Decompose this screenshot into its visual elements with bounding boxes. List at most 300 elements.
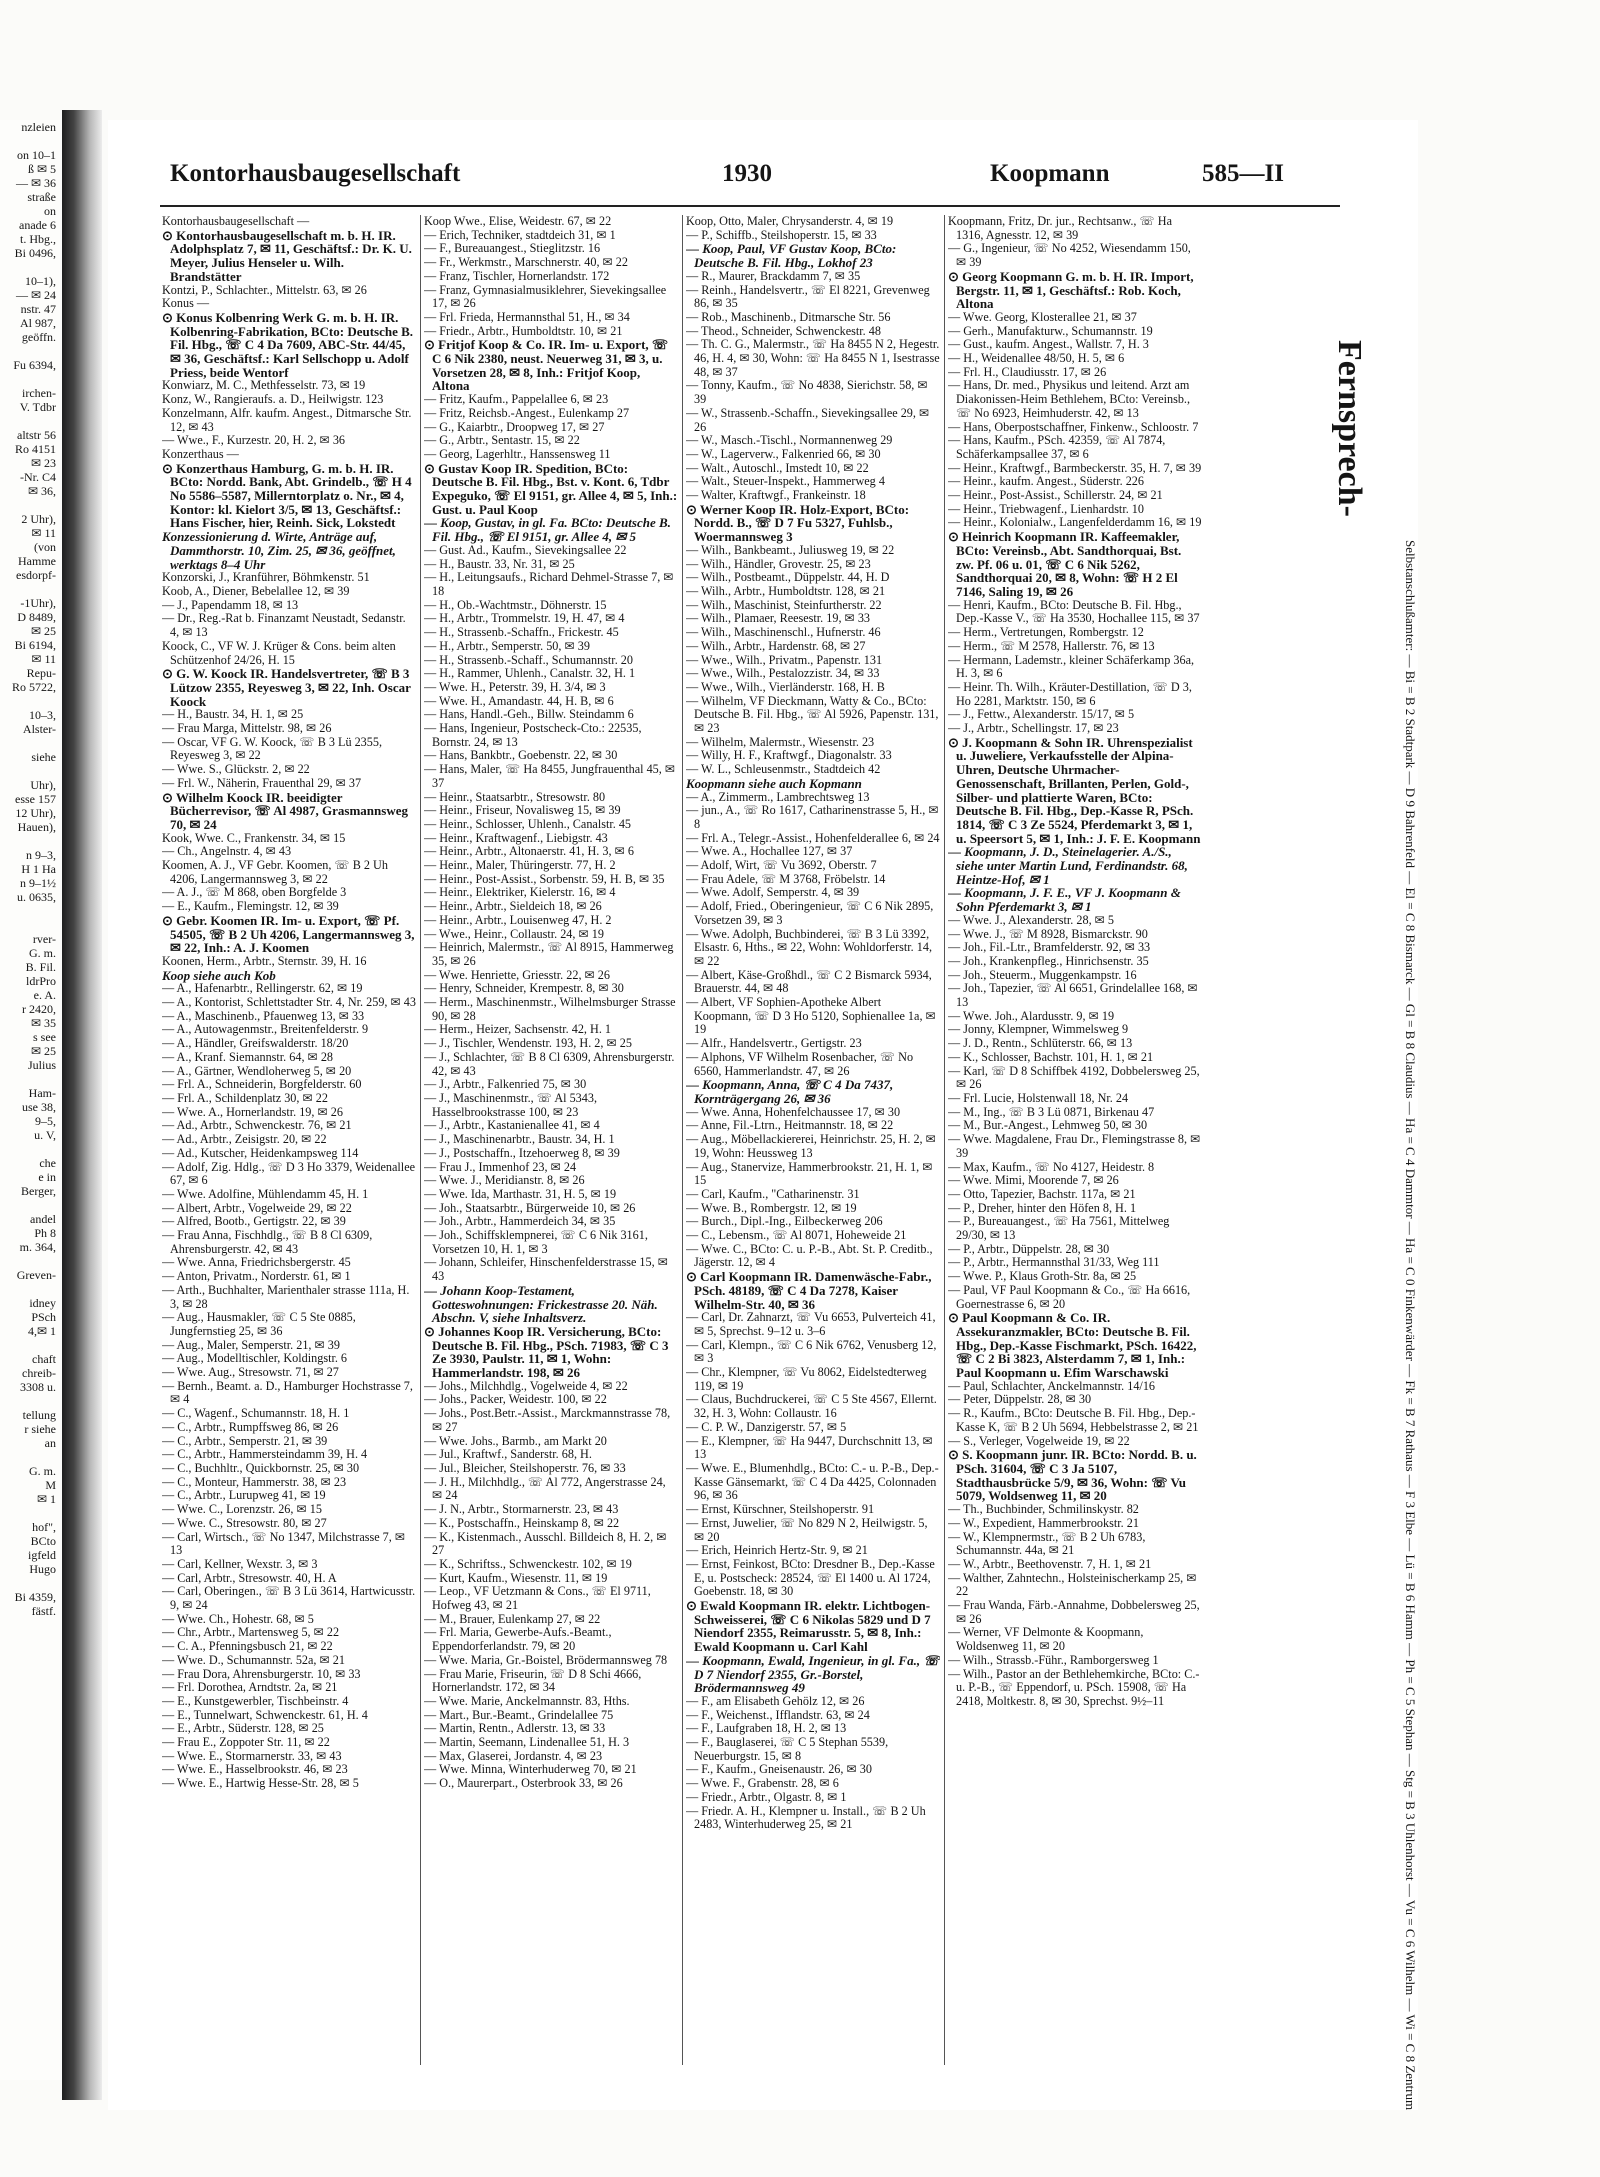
directory-entry: — Wilh., Postbeamt., Düppelstr. 44, H. D [686,570,890,585]
directory-entry: — Ad., Arbtr., Schwenckestr. 76, ✉ 21 [162,1118,352,1133]
adjacent-page-fragment [0,498,60,512]
adjacent-page-fragment: Hugo [29,1562,56,1576]
adjacent-page-fragment: Uhr), [30,778,56,792]
directory-entry: — Aug., Maler, Semperstr. 21, ✉ 39 [162,1337,340,1352]
directory-entry: — Carl, Dr. Zahnarzt, ☏ Vu 6653, Pulverteich 41, ✉ 5, Sprechst. 9–12 u. 3–6 [686,1310,936,1338]
directory-entry: — J., Arbtr., Falkenried 75, ✉ 30 [424,1077,587,1092]
directory-column-1 [162,215,416,2055]
directory-entry: — H., Arbtr., Semperstr. 50, ✉ 39 [424,638,590,653]
directory-entry: — Heinr., Arbtr., Altonaerstr. 41, H. 3, ✉ 6 [424,844,634,859]
directory-entry: — F., Kaufm., Gneisenaustr. 26, ✉ 30 [686,1762,872,1777]
directory-entry: — Walther, Zahntechn., Holsteinischerkamp 25, ✉ 22 [948,1570,1197,1599]
directory-entry: — J., Schlachter, ☏ B 8 Cl 6309, Ahrensburgerstr. 42, ✉ 43 [424,1049,675,1078]
adjacent-page-fragment [0,134,60,148]
adjacent-page-fragment [0,1198,60,1212]
directory-entry: — Frau Wanda, Färb.-Annahme, Dobbelersweg 25, ✉ 26 [948,1598,1200,1626]
directory-entry: — Johs., Post.Betr.-Assist., Marckmannstrasse 78, ✉ 27 [424,1406,671,1434]
directory-entry: — W., Strassenb.-Schaffn., Sievekingsallee 29, ✉ 26 [686,405,930,434]
directory-entry: — Aug., Möbellackiererei, Heinrichstr. 25, H. 2, ✉ 19, Wohn: Heussweg 13 [686,1132,936,1160]
directory-entry: — Frau Marga, Mittelstr. 98, ✉ 26 [162,721,332,736]
directory-entry: — Wwe. A., Hochallee 127, ✉ 37 [686,844,853,859]
directory-entry: — P., Dreher, hinter den Höfen 8, H. 1 [948,1200,1137,1215]
adjacent-page-fragment: ß ✉ 5 [27,162,56,176]
adjacent-page-fragment: Ro 4151 [14,442,56,456]
directory-entry: — Heinr., Schlosser, Uhlenh., Canalstr. 45 [424,816,632,831]
adjacent-page-fragment [0,834,60,848]
directory-entry: — Heinr., Kolonialw., Langenfelderdamm 16, ✉ 19 [948,515,1202,530]
directory-entry: — C., Arbtr., Semperstr. 21, ✉ 39 [162,1433,328,1448]
directory-entry: — Wilh., Maschinist, Steinfurtherstr. 22 [686,597,882,612]
directory-entry: — Wwe. Anna, Hohenfelchaussee 17, ✉ 30 [686,1104,901,1119]
adjacent-page-fragment: ✉ 1 [36,1492,56,1506]
directory-entry: — H., Weidenallee 48/50, H. 5, ✉ 6 [948,351,1125,366]
directory-entry: — E., Arbtr., Süderstr. 128, ✉ 25 [162,1721,324,1736]
adjacent-page-fragment [0,764,60,778]
directory-entry: — C., Buchhltr., Quickbornstr. 25, ✉ 30 [162,1460,360,1475]
directory-entry: — R., Kaufm., BCto: Deutsche B. Fil. Hbg., Dep.-Kasse K, ☏ B 2 Uh 5694, Hebbelstrasse 2, ✉ 21 [948,1406,1199,1434]
directory-entry: — Wwe. Adolph, Buchbinderei, ☏ B 3 Lü 3392, Elsastr. 6, Hths., ✉ 22, Wohn: Wohldorferstr. 14, ✉ 22 [686,926,932,968]
adjacent-page-strip [0,120,60,2080]
directory-entry: — J., Maschinenarbtr., Baustr. 34, H. 1 [424,1132,615,1147]
directory-entry: Konzessionierung d. Wirte, Anträge auf, Dammthorstr. 10, Zim. 25, ✉ 36, geöffnet, werktags 8–4 Uhr [162,529,396,572]
directory-entry: — Jul., Kraftwf., Sanderstr. 68, H. [424,1447,592,1462]
directory-entry: — Heinr., Arbtr., Louisenweg 47, H. 2 [424,912,612,927]
directory-entry: — C., Arbtr., Lurupweg 41, ✉ 19 [162,1488,326,1503]
directory-entry: — M., Ing., ☏ B 3 Lü 0871, Birkenau 47 [948,1104,1155,1119]
directory-entry: Konwiarz, M. C., Methfesselstr. 73, ✉ 19 [162,378,366,393]
directory-entry: — Wilh., Pastor an der Bethlehemkirche, BCto: C.- u. P.-B., ☏ Eppendorf, u. PSch. 15908, ☏ Ha 2418, Moltkestr. 8, ✉ 30, Sprechst. 9½–11 [948,1666,1200,1708]
adjacent-page-fragment: -Nr. C4 [20,470,56,484]
directory-entry: — Heinr., Post-Assist., Sorbenstr. 59, H. B, ✉ 35 [424,871,665,886]
directory-entry: — H., Strassenb.-Schaffn., Frickestr. 45 [424,625,619,640]
directory-entry: — C., Arbtr., Hammersteindamm 39, H. 4 [162,1447,368,1462]
directory-entry: — Wwe. Aug., Stresowstr. 71, ✉ 27 [162,1365,339,1380]
adjacent-page-fragment: 10–3, [29,708,56,722]
directory-entry: — Erich, Heinrich Hertz-Str. 9, ✉ 21 [686,1543,868,1558]
directory-entry: — H., Strassenb.-Schaff., Schumannstr. 20 [424,652,633,667]
directory-entry: — H., Ob.-Wachtmstr., Döhnerstr. 15 [424,597,607,612]
directory-entry: — H., Baustr. 33, Nr. 31, ✉ 25 [424,556,575,571]
adjacent-page-fragment: ✉ 23 [30,456,56,470]
directory-entry: — Johann Koop-Testament, Gotteswohnungen: Frickestrasse 20. Näh. Abschn. V, siehe Inhaltsverz. [424,1282,658,1326]
directory-entry: — Th., Buchbinder, Schmilinskystr. 82 [948,1502,1139,1517]
directory-entry: — Albert, Arbtr., Vogelweide 29, ✉ 22 [162,1200,352,1215]
directory-entry: — Heinr., Kraftwgf., Barmbeckerstr. 35, H. 7, ✉ 39 [948,460,1202,475]
directory-entry: — Heinr., Triebwagenf., Lienhardstr. 10 [948,501,1144,516]
adjacent-page-fragment [0,736,60,750]
directory-entry: — F., Bureauangest., Stieglitzstr. 16 [424,241,601,256]
directory-entry: — Heinr., Staatsarbtr., Stresowstr. 80 [424,789,606,804]
directory-entry: — A., Händler, Greifswalderstr. 18/20 [162,1036,349,1051]
column-divider [682,215,683,2065]
directory-entry: ⊙ Konus Kolbenring Werk G. m. b. H. IR. Kolbenring-Fabrikation, BCto: Deutsche B. Fil. Hbg., ☏ C 4 Da 7609, ABC-Str. 44/45, ✉ 36, Geschäftsf.: Karl Sellschopp u. Adolf Priess, beide Wentorf [162,309,414,380]
directory-entry: — C. P. W., Danzigerstr. 57, ✉ 5 [686,1419,847,1434]
directory-entry: — Wwe., Wilh., Vierländerstr. 168, H. B [686,679,885,694]
directory-entry: — Th. C. G., Malermstr., ☏ Ha 8455 N 2, Hegestr. 46, H. 4, ✉ 30, Wohn: ☏ Ha 8455 N 1, Isestrasse 48, ✉ 37 [686,337,940,379]
directory-entry: — Wilhelm, VF Dieckmann, Watty & Co., BCto: Deutsche B. Fil. Hbg., ☏ Al 5926, Papenstr. 131, ✉ 23 [686,693,939,736]
adjacent-page-fragment: on 10–1 [17,148,56,162]
directory-entry: — Wwe. E., Blumenhdlg., BCto: C.- u. P.-B., Dep.-Kasse Gänsemarkt, ☏ C 4 Da 4425, Colonnaden 96, ✉ 36 [686,1460,939,1503]
directory-entry: — Wwe. J., Alexanderstr. 28, ✉ 5 [948,912,1115,927]
directory-entry: Kontzi, P., Schlachter., Mittelstr. 63, ✉ 26 [162,282,367,297]
adjacent-page-fragment: chreib- [22,1366,56,1380]
directory-entry: — Wwe. P., Klaus Groth-Str. 8a, ✉ 25 [948,1269,1137,1284]
directory-entry: ⊙ Georg Koopmann G. m. b. H. IR. Import, Bergstr. 11, ✉ 1, Geschäftsf.: Rob. Koch, Altona [948,268,1194,312]
directory-entry: — G., Ingenieur, ☏ No 4252, Wiesendamm 150, ✉ 39 [948,241,1191,270]
directory-entry: — Henri, Kaufm., BCto: Deutsche B. Fil. Hbg., Dep.-Kasse V., ☏ Ha 3530, Hochallee 115, ✉ 37 [948,597,1200,626]
directory-entry: — Wwe. S., Glückstr. 2, ✉ 22 [162,762,310,777]
directory-entry: — Wwe., Heinr., Collaustr. 24, ✉ 19 [424,926,604,941]
directory-entry: — Anne, Fil.-Ltrn., Heitmannstr. 18, ✉ 22 [686,1118,894,1133]
directory-entry: — Wilh., Plamaer, Reesestr. 19, ✉ 33 [686,611,871,626]
directory-entry: — Wwe., Wilh., Pestalozzistr. 34, ✉ 33 [686,666,880,681]
adjacent-page-fragment: Bi 4359, [14,1590,56,1604]
directory-entry: — Werner, VF Delmonte & Koopmann, Woldsenweg 11, ✉ 20 [948,1625,1144,1654]
adjacent-page-fragment [0,1338,60,1352]
directory-entry: — Frau Dora, Ahrensburgerstr. 10, ✉ 33 [162,1666,361,1681]
directory-entry: — P., Arbtr., Hermannsthal 31/33, Weg 111 [948,1255,1160,1270]
directory-entry: — Wwe. E., Hasselbrookstr. 46, ✉ 23 [162,1762,348,1777]
book-gutter [62,110,102,2100]
directory-entry: — Max, Glaserei, Jordanstr. 4, ✉ 23 [424,1748,603,1763]
directory-entry: — Koopmann, Anna, ☏ C 4 Da 7437, Kornträgergang 26, ✉ 36 [686,1077,894,1106]
directory-entry: — Albert, Käse-Großhdl., ☏ C 2 Bismarck 5934, Brauerstr. 44, ✉ 48 [686,967,932,996]
directory-entry: — Joh., Staatsarbtr., Bürgerweide 10, ✉ 26 [424,1200,636,1215]
directory-entry: — A., Kontorist, Schlettstadter Str. 4, Nr. 259, ✉ 43 [162,995,416,1010]
directory-entry: — E., Kunstgewerbler, Tischbeinstr. 4 [162,1693,349,1708]
directory-entry: — Wwe. Adolfine, Mühlendamm 45, H. 1 [162,1186,369,1201]
directory-entry: — Ernst, Feinkost, BCto: Dresdner B., Dep.-Kasse E, u. Postscheck: 28524, ☏ El 1400 u. Al 1724, Goebenstr. 18, ✉ 30 [686,1556,935,1599]
directory-entry: — Georg, Lagerhltr., Hanssensweg 11 [424,446,611,461]
directory-entry: — Herm., Heizer, Sachsenstr. 42, H. 1 [424,1022,612,1037]
adjacent-page-fragment [0,918,60,932]
directory-entry: — M., Brauer, Eulenkamp 27, ✉ 22 [424,1611,601,1626]
adjacent-page-fragment: u. V, [34,1128,56,1142]
directory-entry: — Adolf, Wirt, ☏ Vu 3692, Oberstr. 7 [686,858,877,873]
directory-entry: — K., Schriftss., Schwenckestr. 102, ✉ 19 [424,1556,632,1571]
directory-entry: — J., Tischler, Wendenstr. 193, H. 2, ✉ 25 [424,1036,632,1051]
directory-entry: — Frl. Lucie, Holstenwall 18, Nr. 24 [948,1091,1129,1105]
directory-entry: — Walter, Kraftwgf., Frankeinstr. 18 [686,488,866,503]
directory-entry: — Frl. H., Claudiusstr. 17, ✉ 26 [948,364,1107,379]
sidebar-exchange-codes: Selbstanschlußamter: — Bi = B 2 Stadtpark — D 9 Bahrenfeld — El = C 8 Bismarck — Gl = B 8 Claudius — Ha = C 4 Dammtor — Ha = C 0 Finkenwärder — Fk = B 7 Rathaus — F 3 Elbe — Lü = B 6 Hamm — Ph = C 5 Stephan — Stg = B 3 Uhlenhorst — Vu = C 6 Wilhelm — Wi = C 8 Zentrum [1403,540,1418,2111]
adjacent-page-fragment: nzleien [21,120,56,134]
adjacent-page-fragment: (von [34,540,56,554]
directory-entry: — W., Masch.-Tischl., Normannenweg 29 [686,433,893,448]
directory-entry: — A., Hafenarbtr., Rellingerstr. 62, ✉ 19 [162,981,363,996]
directory-entry: Koop Wwe., Elise, Weidestr. 67, ✉ 22 [424,215,612,228]
adjacent-page-fragment: tellung [22,1408,56,1422]
directory-entry: — Herm., ☏ M 2578, Hallerstr. 76, ✉ 13 [948,638,1155,653]
directory-column-2 [424,215,678,2055]
adjacent-page-fragment: e in [38,1170,56,1184]
adjacent-page-fragment: ✉ 25 [30,624,56,638]
directory-entry: — Carl, Arbtr., Stresowstr. 40, H. A [162,1570,337,1585]
directory-entry: — Franz, Gymnasialmusiklehrer, Sievekingsallee 17, ✉ 26 [424,282,667,311]
directory-entry: Kook, Wwe. C., Frankenstr. 34, ✉ 15 [162,830,346,845]
directory-entry: — W. L., Schleusenmstr., Stadtdeich 42 [686,762,881,777]
directory-entry: — F., am Elisabeth Gehölz 12, ✉ 26 [686,1693,865,1708]
sidebar-title: Fernsprech- [1331,340,1368,517]
directory-entry: — Martin, Seemann, Lindenallee 51, H. 3 [424,1735,630,1750]
adjacent-page-fragment: igfeld [28,1548,56,1562]
directory-entry: — Fr., Werkmstr., Marschnerstr. 40, ✉ 22 [424,255,628,270]
directory-entry: — Heinr., Friseur, Novalisweg 15, ✉ 39 [424,803,621,818]
adjacent-page-fragment: 10–1), [25,274,56,288]
directory-entry: — Leop., VF Uetzmann & Cons., ☏ El 9711, Hofweg 43, ✉ 21 [424,1584,651,1613]
directory-entry: — Hans, Maler, ☏ Ha 8455, Jungfrauenthal 45, ✉ 37 [424,762,676,790]
directory-entry: — G., Arbtr., Sentastr. 15, ✉ 22 [424,433,580,448]
directory-entry: Koopmann, Fritz, Dr. jur., Rechtsanw., ☏ Ha 1316, Agnesstr. 12, ✉ 39 [948,215,1172,242]
adjacent-page-fragment [0,344,60,358]
directory-entry: — Ad., Arbtr., Zeisigstr. 20, ✉ 22 [162,1132,327,1147]
adjacent-page-fragment: e. A. [33,988,56,1002]
directory-entry: — Willy, H. F., Kraftwgf., Diagonalstr. 33 [686,748,892,763]
directory-entry: — Friedr., Arbtr., Humboldtstr. 10, ✉ 21 [424,323,623,338]
adjacent-page-fragment [0,1282,60,1296]
directory-entry: — P., Bureauangest., ☏ Ha 7561, Mittelweg 29/30, ✉ 13 [948,1214,1170,1243]
directory-entry: — Max, Kaufm., ☏ No 4127, Heidestr. 8 [948,1159,1155,1174]
directory-entry: — Aug., Modelltischler, Koldingstr. 6 [162,1351,348,1366]
directory-entry: — C., Lebensm., ☏ Al 8071, Hoheweide 21 [686,1228,907,1243]
adjacent-page-fragment: ✉ 25 [30,1044,56,1058]
directory-entry: — Wwe. Minna, Winterhuderweg 70, ✉ 21 [424,1762,637,1777]
adjacent-page-fragment: irchen- [22,386,56,400]
directory-entry: — Frau Anna, Fischhdlg., ☏ B 8 Cl 6309, Ahrensburgerstr. 42, ✉ 43 [162,1228,373,1256]
adjacent-page-fragment [0,372,60,386]
directory-entry: — Heinrich, Malermstr., ☏ Al 8915, Hammerweg 35, ✉ 26 [424,940,674,968]
adjacent-page-fragment: G. m. [29,1464,56,1478]
directory-entry: — Anton, Privatm., Norderstr. 61, ✉ 1 [162,1269,351,1284]
directory-entry: — Joh., Schiffsklempnerei, ☏ C 6 Nik 3161, Vorsetzen 10, H. 1, ✉ 3 [424,1228,648,1256]
directory-entry: — A., Gärtner, Wendloherweg 5, ✉ 20 [162,1063,352,1078]
directory-entry: ⊙ Gebr. Koomen IR. Im- u. Export, ☏ Pf. 54505, ☏ B 2 Uh 4206, Langermannsweg 3, ✉ 22, Inh.: A. J. Koomen [162,912,415,956]
directory-entry: — Wwe. Magdalene, Frau Dr., Flemingstrasse 8, ✉ 39 [948,1132,1201,1160]
directory-entry: — Johann, Schleifer, Hinschenfelderstrasse 15, ✉ 43 [424,1255,668,1284]
directory-entry: — F., Weichenst., Ifflandstr. 63, ✉ 24 [686,1707,870,1722]
directory-entry: — Jonny, Klempner, Wimmelsweg 9 [948,1022,1129,1037]
directory-entry: — F., Bauglaserei, ☏ C 5 Stephan 5539, Neuerburgstr. 15, ✉ 8 [686,1735,889,1763]
directory-entry: — Ernst, Juwelier, ☏ No 829 N 2, Heilwigstr. 5, ✉ 20 [686,1515,928,1544]
directory-entry: — W., Klempnermstr., ☏ B 2 Uh 6783, Schumannstr. 44a, ✉ 21 [948,1529,1146,1558]
directory-entry: — Erich, Techniker, stadtdeich 31, ✉ 1 [424,227,616,242]
directory-entry: — Wwe. E., Hartwig Hesse-Str. 28, ✉ 5 [162,1776,359,1791]
directory-entry: — W., Lagerverw., Falkenried 66, ✉ 30 [686,446,881,461]
adjacent-page-fragment [0,414,60,428]
adjacent-page-fragment: straße [27,190,56,204]
directory-entry: — Friedr. A. H., Klempner u. Install., ☏ B 2 Uh 2483, Winterhuderweg 25, ✉ 21 [686,1803,926,1832]
directory-entry: — Frl. Frieda, Hermannsthal 51, H., ✉ 34 [424,309,630,324]
adjacent-page-fragment: Alster- [22,722,56,736]
directory-entry: — C., Monteur, Hammerstr. 38, ✉ 23 [162,1474,347,1489]
adjacent-page-fragment: andel [30,1212,56,1226]
directory-entry: — Kurt, Kaufm., Wiesenstr. 11, ✉ 19 [424,1570,608,1585]
directory-entry: — C. A., Pfenningsbusch 21, ✉ 22 [162,1639,333,1654]
directory-entry: — P., Schiffb., Steilshoperstr. 15, ✉ 33 [686,227,877,242]
directory-entry: — jun., A., ☏ Ro 1617, Catharinenstrasse 5, H., ✉ 8 [686,803,939,831]
directory-entry: — Frau Adele, ☏ M 3768, Fröbelstr. 14 [686,871,886,886]
directory-entry: — Wilh., Maschinenschl., Hufnerstr. 46 [686,625,881,640]
directory-entry: — Paul, VF Paul Koopmann & Co., ☏ Ha 6616, Goernestrasse 6, ✉ 20 [948,1282,1191,1311]
directory-entry: — Wwe. E., Stormarnerstr. 33, ✉ 43 [162,1748,342,1763]
directory-entry: Koop, Otto, Maler, Chrysanderstr. 4, ✉ 19 [686,215,894,228]
adjacent-page-fragment [0,1394,60,1408]
adjacent-page-fragment: Ro 5722, [11,680,56,694]
adjacent-page-fragment [0,904,60,918]
adjacent-page-fragment: siehe [31,750,56,764]
directory-entry: — Heinr., Kraftwagenf., Liebigstr. 43 [424,830,608,845]
directory-entry: Koob, A., Diener, Bebelallee 12, ✉ 39 [162,583,350,598]
adjacent-page-fragment: Bi 0496, [14,246,56,260]
directory-entry: — Wwe. C., Lorenzstr. 26, ✉ 15 [162,1502,322,1517]
directory-entry: — Carl, Wirtsch., ☏ No 1347, Milchstrasse 7, ✉ 13 [162,1529,406,1558]
directory-entry: — Burch., Dipl.-Ing., Eilbeckerweg 206 [686,1214,883,1229]
adjacent-page-fragment: PSch [31,1310,56,1324]
adjacent-page-fragment: M [45,1478,56,1492]
adjacent-page-fragment: G. m. [29,946,56,960]
directory-entry: — Hans, Oberpostschaffner, Finkenw., Schloostr. 7 [948,419,1199,434]
directory-entry: — Hans, Dr. med., Physikus und leitend. Arzt am Diakonissen-Heim Bethlehem, BCto: Vereinsb., ☏ No 6923, Heimhuderstr. 42, ✉ 13 [948,378,1191,420]
directory-entry: — E., Tunnelwart, Schwenckestr. 61, H. 4 [162,1707,368,1722]
adjacent-page-fragment [0,1506,60,1520]
directory-entry: — Chr., Klempner, ☏ Vu 8062, Eidelstedterweg 119, ✉ 19 [686,1365,927,1393]
adjacent-page-fragment: an [44,1436,56,1450]
directory-entry: — Alphons, VF Wilhelm Rosenbacher, ☏ No 6560, Hammerlandstr. 47, ✉ 26 [686,1049,914,1078]
directory-entry: — Wwe. C., Stresowstr. 80, ✉ 27 [162,1515,327,1530]
header-right-keyword: Koopmann [990,160,1110,187]
directory-entry: — Wwe. D., Schumannstr. 52a, ✉ 21 [162,1652,345,1667]
directory-entry: — J., Papendamm 18, ✉ 13 [162,597,299,612]
adjacent-page-fragment: s see [33,1030,56,1044]
directory-entry: — E., Klempner, ☏ Ha 9447, Durchschnitt 13, ✉ 13 [686,1433,933,1462]
directory-entry: — J., Fettw., Alexanderstr. 15/17, ✉ 5 [948,707,1135,722]
adjacent-page-fragment: 2 Uhr), [21,512,56,526]
directory-entry: — Aug., Stanervize, Hammerbrookstr. 21, H. 1, ✉ 15 [686,1159,933,1188]
directory-entry: — A., Maschinenb., Pfauenweg 13, ✉ 33 [162,1008,365,1023]
adjacent-page-fragment: Ph 8 [34,1226,56,1240]
directory-entry: Konzelmann, Alfr. kaufm. Angest., Ditmarsche Str. 12, ✉ 43 [162,405,412,434]
directory-entry: — J., Maschinenmstr., ☏ Al 5343, Hasselbrookstrasse 100, ✉ 23 [424,1091,597,1119]
directory-entry: — Alfr., Handelsvertr., Gertigstr. 23 [686,1036,862,1051]
directory-column-3 [686,215,940,2055]
directory-entry: Koomen, A. J., VF Gebr. Koomen, ☏ B 2 Uh 4206, Langermannsweg 3, ✉ 22 [162,858,388,886]
directory-entry: — Heinr., Elektriker, Kielerstr. 16, ✉ 4 [424,885,616,900]
adjacent-page-fragment: D 8489, [17,610,56,624]
directory-entry: — Koop, Paul, VF Gustav Koop, BCto: Deutsche B. Fil. Hbg., Lokhof 23 [686,241,897,271]
adjacent-page-fragment: -1Uhr), [20,596,56,610]
directory-entry: — C., Arbtr., Rumpffsweg 86, ✉ 26 [162,1419,339,1434]
directory-entry: — Herm., Maschinenmstr., Wilhelmsburger Strasse 90, ✉ 28 [424,995,676,1023]
directory-entry: — Frau Marie, Friseurin, ☏ D 8 Schi 4666, Hornerlandstr. 172, ✉ 34 [424,1666,642,1695]
directory-entry: — Frl. A., Schneiderin, Borgfelderstr. 60 [162,1077,362,1092]
directory-entry: — Franz, Tischler, Hornerlandstr. 172 [424,268,610,283]
directory-entry: — Wwe. Anna, Friedrichsbergerstr. 45 [162,1255,351,1270]
directory-entry: — Frl. Maria, Gewerbe-Aufs.-Beamt., Eppendorferlandstr. 79, ✉ 20 [424,1625,612,1654]
adjacent-page-fragment: t. Hbg., [20,232,56,246]
directory-entry: ⊙ Gustav Koop IR. Spedition, BCto: Deutsche B. Fil. Hbg., Bst. v. Kont. 6, Tdbr Expeguko, ☏ El 9151, gr. Allee 4, ✉ 5, Inh.: Gust. u. Paul Koop [424,460,678,517]
adjacent-page-fragment: ldrPro [26,974,56,988]
page-header [130,160,1330,196]
directory-entry: ⊙ Fritjof Koop & Co. IR. Im- u. Export, ☏ C 6 Nik 2380, neust. Neuerweg 31, ✉ 3, u. Vorsetzen 28, ✉ 8, Inh.: Fritjof Koop, Altona [424,337,669,394]
directory-entry: — Koopmann, J. D., Steinelagerier. A./S., siehe unter Martin Lund, Ferdinandstr. 68, Heintze-Hof, ✉ 1 [948,844,1188,887]
directory-entry: Koock, C., VF W. J. Krüger & Cons. beim alten Schützenhof 24/26, H. 15 [162,638,396,667]
directory-entry: — Gerh., Manufakturw., Schumannstr. 19 [948,323,1153,338]
directory-entry: — Wwe. H., Amandastr. 44, H. B, ✉ 6 [424,693,614,708]
directory-entry: — M., Bur.-Angest., Lehmweg 50, ✉ 30 [948,1118,1148,1133]
directory-entry: — Joh., Tapezier, ☏ Al 6651, Grindelallee 168, ✉ 13 [948,981,1198,1010]
directory-entry: — J., Arbtr., Kastanienallee 41, ✉ 4 [424,1118,600,1133]
adjacent-page-fragment: altstr 56 [17,428,56,442]
adjacent-page-fragment: use 38, [22,1100,56,1114]
adjacent-page-fragment: — ✉ 36 [15,176,56,190]
directory-entry: — Wilh., Arbtr., Humboldtstr. 128, ✉ 21 [686,583,886,598]
directory-entry: — K., Postschaffn., Heinskamp 8, ✉ 22 [424,1515,620,1530]
directory-entry: — Wilh., Strassb.-Führ., Ramborgersweg 1 [948,1652,1159,1667]
directory-entry: — F., Laufgraben 18, H. 2, ✉ 13 [686,1721,847,1736]
directory-entry: — K., Schlosser, Bachstr. 101, H. 1, ✉ 21 [948,1049,1154,1064]
directory-entry: — J. D., Rentn., Schlüterstr. 66, ✉ 13 [948,1036,1133,1051]
adjacent-page-fragment: ✉ 36, [27,484,56,498]
directory-entry: — P., Arbtr., Düppelstr. 28, ✉ 30 [948,1241,1110,1256]
directory-entry: Kontorhausbaugesellschaft — [162,215,310,228]
directory-entry: — Hermann, Lademstr., kleiner Schäferkamp 36a, H. 3, ✉ 6 [948,652,1195,681]
header-year: 1930 [722,160,772,187]
directory-entry: — Wwe. Marie, Anckelmannstr. 83, Hths. [424,1693,630,1708]
directory-entry: — Herm., Vertretungen, Rombergstr. 12 [948,625,1144,640]
directory-entry: Koop siehe auch Kob [162,967,276,983]
directory-entry: — Reinh., Handelsvertr., ☏ El 8221, Grevenweg 86, ✉ 35 [686,282,930,311]
directory-entry: — Joh., Krankenpfleg., Hinrichsenstr. 35 [948,953,1149,968]
directory-entry: — Carl, Kaufm., "Catharinenstr. 31 [686,1186,860,1201]
adjacent-page-fragment: rver- [32,932,56,946]
directory-entry: — Theod., Schneider, Schwenckestr. 48 [686,323,881,338]
directory-entry: — Otto, Tapezier, Bachstr. 117a, ✉ 21 [948,1186,1136,1201]
directory-entry: — Aug., Hausmakler, ☏ C 5 Ste 0885, Jungfernstieg 25, ✉ 36 [162,1310,356,1338]
directory-entry: — Wwe. Mimi, Moorende 7, ✉ 26 [948,1173,1119,1188]
directory-entry: — Koop, Gustav, in gl. Fa. BCto: Deutsche B. Fil. Hbg., ☏ El 9151, gr. Allee 4, ✉ 5 [424,515,671,545]
column-divider [944,215,945,2065]
adjacent-page-fragment [0,1450,60,1464]
directory-entry: — Wwe. Joh., Alardusstr. 9, ✉ 19 [948,1008,1115,1023]
directory-entry: — Frau J., Immenhof 23, ✉ 24 [424,1159,577,1174]
adjacent-page-fragment: Hamme [18,554,56,568]
directory-entry: Konzorski, J., Kranführer, Böhmkenstr. 51 [162,570,370,585]
directory-entry: — S., Verleger, Vogelweide 19, ✉ 22 [948,1433,1130,1448]
adjacent-page-fragment: geöffn. [21,330,56,344]
directory-entry: — W., Arbtr., Beethovenstr. 7, H. 1, ✉ 21 [948,1556,1152,1571]
directory-entry: — A., Kranf. Siemannstr. 64, ✉ 28 [162,1049,334,1064]
directory-entry: — K., Kistenmach., Ausschl. Billdeich 8, H. 2, ✉ 27 [424,1529,667,1558]
directory-entry: ⊙ Johannes Koop IR. Versicherung, BCto: Deutsche B. Fil. Hbg., PSch. 71983, ☏ C 3 Ze 3930, Paulstr. 11, ✉ 1, Wohn: Hammerlandstr. 198, ✉ 26 [424,1323,669,1381]
directory-entry: — J., Arbtr., Schellingstr. 17, ✉ 23 [948,721,1119,736]
directory-entry: ⊙ S. Koopmann junr. IR. BCto: Nordd. B. u. PSch. 31604, ☏ C 3 Ja 5107, Stadthausbrücke 5/9, ✉ 36, Wohn: ☏ Vu 5079, Woldsenweg 11, ✉ 20 [948,1447,1197,1504]
directory-entry: — Wwe. C., BCto: C. u. P.-B., Abt. St. P. Creditb., Jägerstr. 12, ✉ 4 [686,1241,933,1270]
adjacent-page-fragment [0,694,60,708]
adjacent-page-fragment: idney [29,1296,56,1310]
directory-entry: — Carl, Klempn., ☏ C 6 Nik 6762, Venusberg 12, ✉ 3 [686,1337,937,1366]
directory-entry: — Tonny, Kaufm., ☏ No 4838, Sierichstr. 58, ✉ 39 [686,378,928,407]
directory-entry: — Frl. A., Telegr.-Assist., Hohenfelderallee 6, ✉ 24 [686,830,940,845]
directory-entry: — Wwe. H., Peterstr. 39, H. 3/4, ✉ 3 [424,679,606,694]
directory-entry: Koopmann siehe auch Kopmann [686,775,862,791]
directory-entry: — Wwe. Adolf, Semperstr. 4, ✉ 39 [686,885,860,900]
directory-entry: ⊙ Heinrich Koopmann IR. Kaffeemakler, BCto: Vereinsb., Abt. Sandthorquai, Bst. zw. Pf. 06 u. 01, ☏ C 6 Nik 5262, Sandthorquai 20, ✉ 8, Wohn: ☏ H 2 El 7146, Saling 19, ✉ 26 [948,529,1182,599]
directory-entry: — Wilh., Bankbeamt., Juliusweg 19, ✉ 22 [686,542,895,557]
directory-entry: — Wwe. Maria, Gr.-Boistel, Brödermannsweg 78 [424,1652,668,1667]
directory-entry: — Hans, Bankbtr., Goebenstr. 22, ✉ 30 [424,748,618,763]
directory-entry: — Rob., Maschinenb., Ditmarsche Str. 56 [686,309,891,324]
directory-entry: — Wwe. J., Meridianstr. 8, ✉ 26 [424,1173,585,1188]
